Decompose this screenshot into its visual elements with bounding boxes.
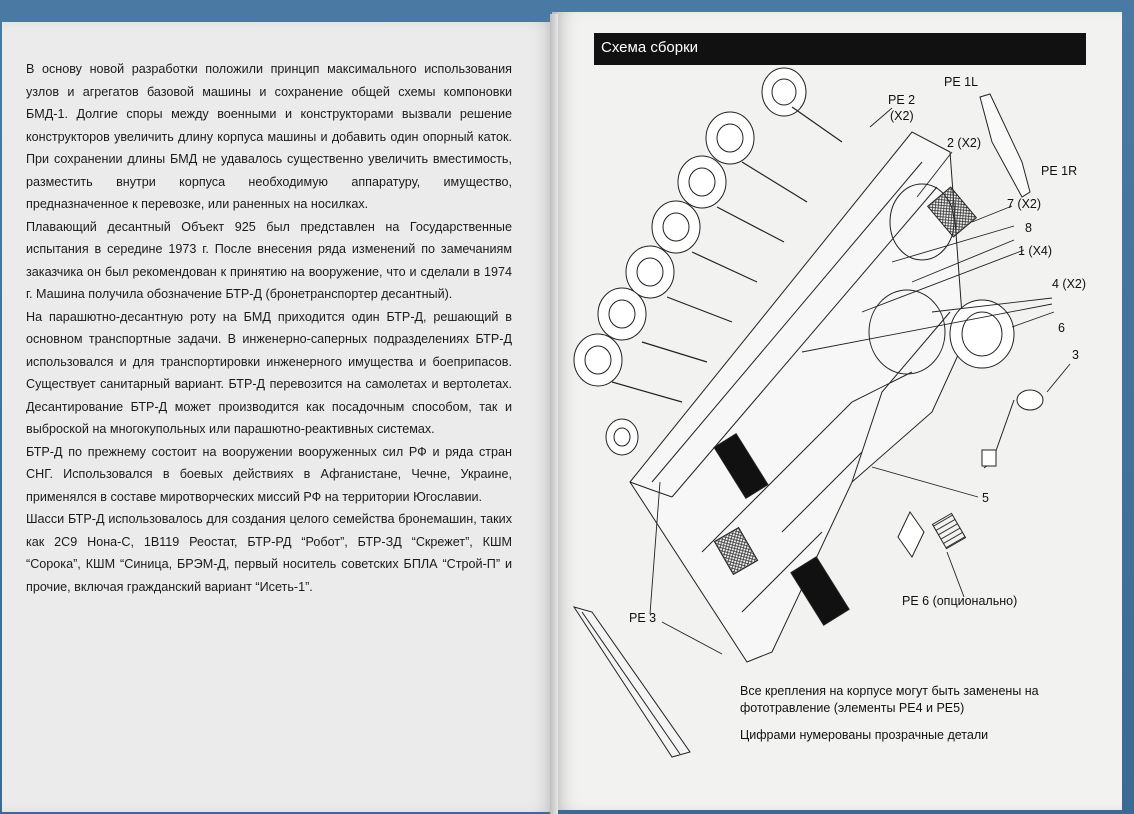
clear-parts-note: Цифрами нумерованы прозрачные детали — [740, 728, 989, 742]
road-wheel — [762, 68, 806, 116]
callout-2: 2 (X2) — [947, 136, 982, 150]
callout-pe2-qty: (X2) — [890, 109, 914, 123]
road-wheel — [598, 288, 646, 340]
callout-8: 8 — [1025, 221, 1032, 235]
paragraph: На парашютно-десантную роту на БМД приходится один БТР-Д, решающий в основном транспортные задачи. В инженерно-саперных подразделениях БТР-Д использовался и для транспортировки инженерного имущества и боеприпасов. Существует санитарный вариант. БТР-Д перевозится на самолетах и вертолетах. Десантирование БТР-Д может производится как посадочным способом, так и выброской на многокупольных или парашютно-реактивных системах. — [26, 309, 512, 436]
callout-1: 1 (X4) — [1018, 244, 1053, 258]
callout-pe1l: PE 1L — [944, 75, 979, 89]
callout-7: 7 (X2) — [1007, 197, 1042, 211]
pe6-part — [898, 512, 924, 557]
history-text — [26, 58, 512, 598]
part-6 — [950, 300, 1014, 368]
photoetch-note — [740, 683, 1039, 717]
callout-3: 3 — [1072, 348, 1079, 362]
note-line: Все крепления на корпусе могут быть заменены на — [740, 684, 1039, 698]
callout-6: 6 — [1058, 321, 1065, 335]
road-wheel — [606, 419, 638, 455]
callout-pe6: PE 6 (опционально) — [902, 594, 1018, 608]
callout-4: 4 (X2) — [1052, 277, 1087, 291]
callout-5: 5 — [982, 491, 989, 505]
callout-pe3: PE 3 — [629, 611, 657, 625]
road-wheel — [706, 112, 754, 164]
callout-pe2: PE 2 — [888, 93, 916, 107]
paragraph: В основу новой разработки положили принцип максимального использования узлов и агрегатов базовой машины и сохранение общей схемы компоновки БМД-1. Долгие споры между военными и конструкторами вызвали решение конструкторов увеличить длину корпуса машины и добавить один опорный каток. При сохранении длины БМД не удавалось существенно увеличить вместимость, разместить внутри корпуса необходимую аппаратуру, имущество, предназначенное к перевозке, или раненных на носилках. — [26, 62, 512, 211]
section-title: Схема сборки — [601, 39, 699, 56]
paragraph: Плавающий десантный Объект 925 был представлен на Государственные испытания в середине 1973 г. После внесения ряда изменений по замечаниям заказчика он был рекомендован к принятию на вооружение, что и сделали в 1974 г. Машина получила обозначение БТР-Д (бронетранспортер десантный). — [26, 219, 512, 301]
road-wheel — [678, 156, 726, 208]
pe1-cover — [980, 94, 1030, 197]
road-wheel — [626, 246, 674, 298]
road-wheel — [652, 201, 700, 253]
paragraph: Шасси БТР-Д использовалось для создания целого семейства бронемашин, таких как 2С9 Нона-С, 1В119 Реостат, БТР-РД “Робот”, БТР-ЗД “Скрежет”, КШМ “Сорока”, КШМ “Синица, БРЭМ-Д, первый носитель советских БПЛА “Строй-П” и прочие, включая гражданский вариант “Исеть-1”. — [26, 512, 512, 594]
note-line: фототравление (элементы PE4 и PE5) — [740, 701, 965, 715]
paragraph: БТР-Д по прежнему состоит на вооружении вооруженных сил РФ и ряда стран СНГ. Использовался в боевых действиях в Афганистане, Чечне, Украине, применялся в составе миротворческих миссий РФ на территории Югославии. — [26, 444, 512, 504]
road-wheel — [574, 334, 622, 386]
side-plate — [574, 607, 690, 757]
callout-pe1r: PE 1R — [1041, 164, 1078, 178]
